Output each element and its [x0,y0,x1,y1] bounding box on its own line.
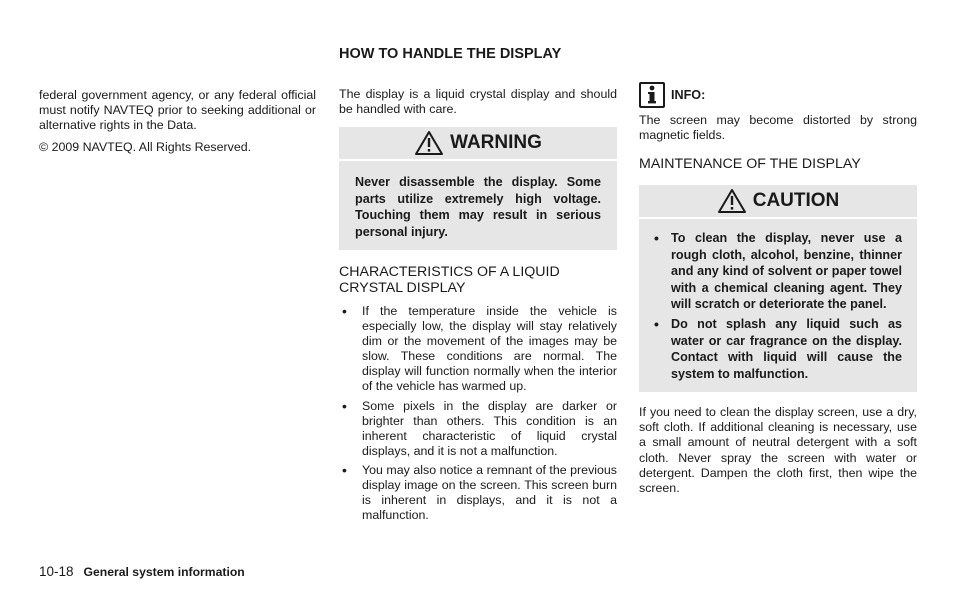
warning-box [339,127,617,250]
column-middle [339,87,617,528]
list-item: • Some pixels in the display are darker or brighter than others. This condition is an inherent characteristic of liquid crystal displays, and it is not a malfunction. [339,399,617,459]
info-text: The screen may become distorted by strong magnetic fields. [639,113,917,143]
display-intro: The display is a liquid crystal display and should be handled with care. [339,87,617,117]
characteristics-list [339,304,617,523]
caution-box [639,185,917,392]
warning-triangle-icon [414,130,444,156]
navteq-paragraph: federal government agency, or any federal official must notify NAVTEQ prior to seeking additional or alternative rights in the Data. [39,88,316,133]
caution-label: CAUTION [752,190,840,212]
list-item: • Do not splash any liquid such as water or car fragrance on the display. Contact with liquid will cause the system to malfunction. [654,316,902,382]
page-footer [39,564,245,579]
page-number: 10-18 [39,564,74,579]
caution-body [639,219,917,392]
info-label: INFO: [671,88,706,102]
copyright-text: © 2009 NAVTEQ. All Rights Reserved. [39,139,252,154]
column-right [639,82,917,496]
characteristics-heading: CHARACTERISTICS OF A LIQUID CRYSTAL DISPLAY [339,264,560,297]
cleaning-text: If you need to clean the display screen, use a dry, soft cloth. If additional cleaning is necessary, use a small amount of neutral detergent with a soft cloth. Never spray the screen with water or detergent. Dampen the cloth first, then wipe the screen. [639,405,917,496]
warning-label: WARNING [450,132,542,154]
footer-section-name: General system information [83,565,245,579]
info-icon [639,82,665,108]
warning-header [339,127,617,161]
caution-list [654,230,902,382]
list-item: • To clean the display, never use a rough cloth, alcohol, benzine, thinner and any kind of solvent or paper towel with a chemical cleaning agent. They will scratch or deteriorate the panel. [654,230,902,312]
column-left [39,88,316,155]
list-item: • You may also notice a remnant of the previous display image on the screen. This screen burn is inherent in displays, and it is not a malfunction. [339,463,617,523]
caution-triangle-icon [717,188,747,214]
section-title: HOW TO HANDLE THE DISPLAY [339,46,562,62]
info-header [639,82,917,108]
list-item: • If the temperature inside the vehicle is especially low, the display will stay relatively dim or the movement of the images may be slow. These conditions are normal. The display will function normally when the interior of the vehicle has warmed up. [339,304,617,394]
caution-header [639,185,917,219]
warning-text: Never disassemble the display. Some parts utilize extremely high voltage. Touching them may result in serious personal injury. [355,175,601,239]
maintenance-heading: MAINTENANCE OF THE DISPLAY [639,156,861,173]
